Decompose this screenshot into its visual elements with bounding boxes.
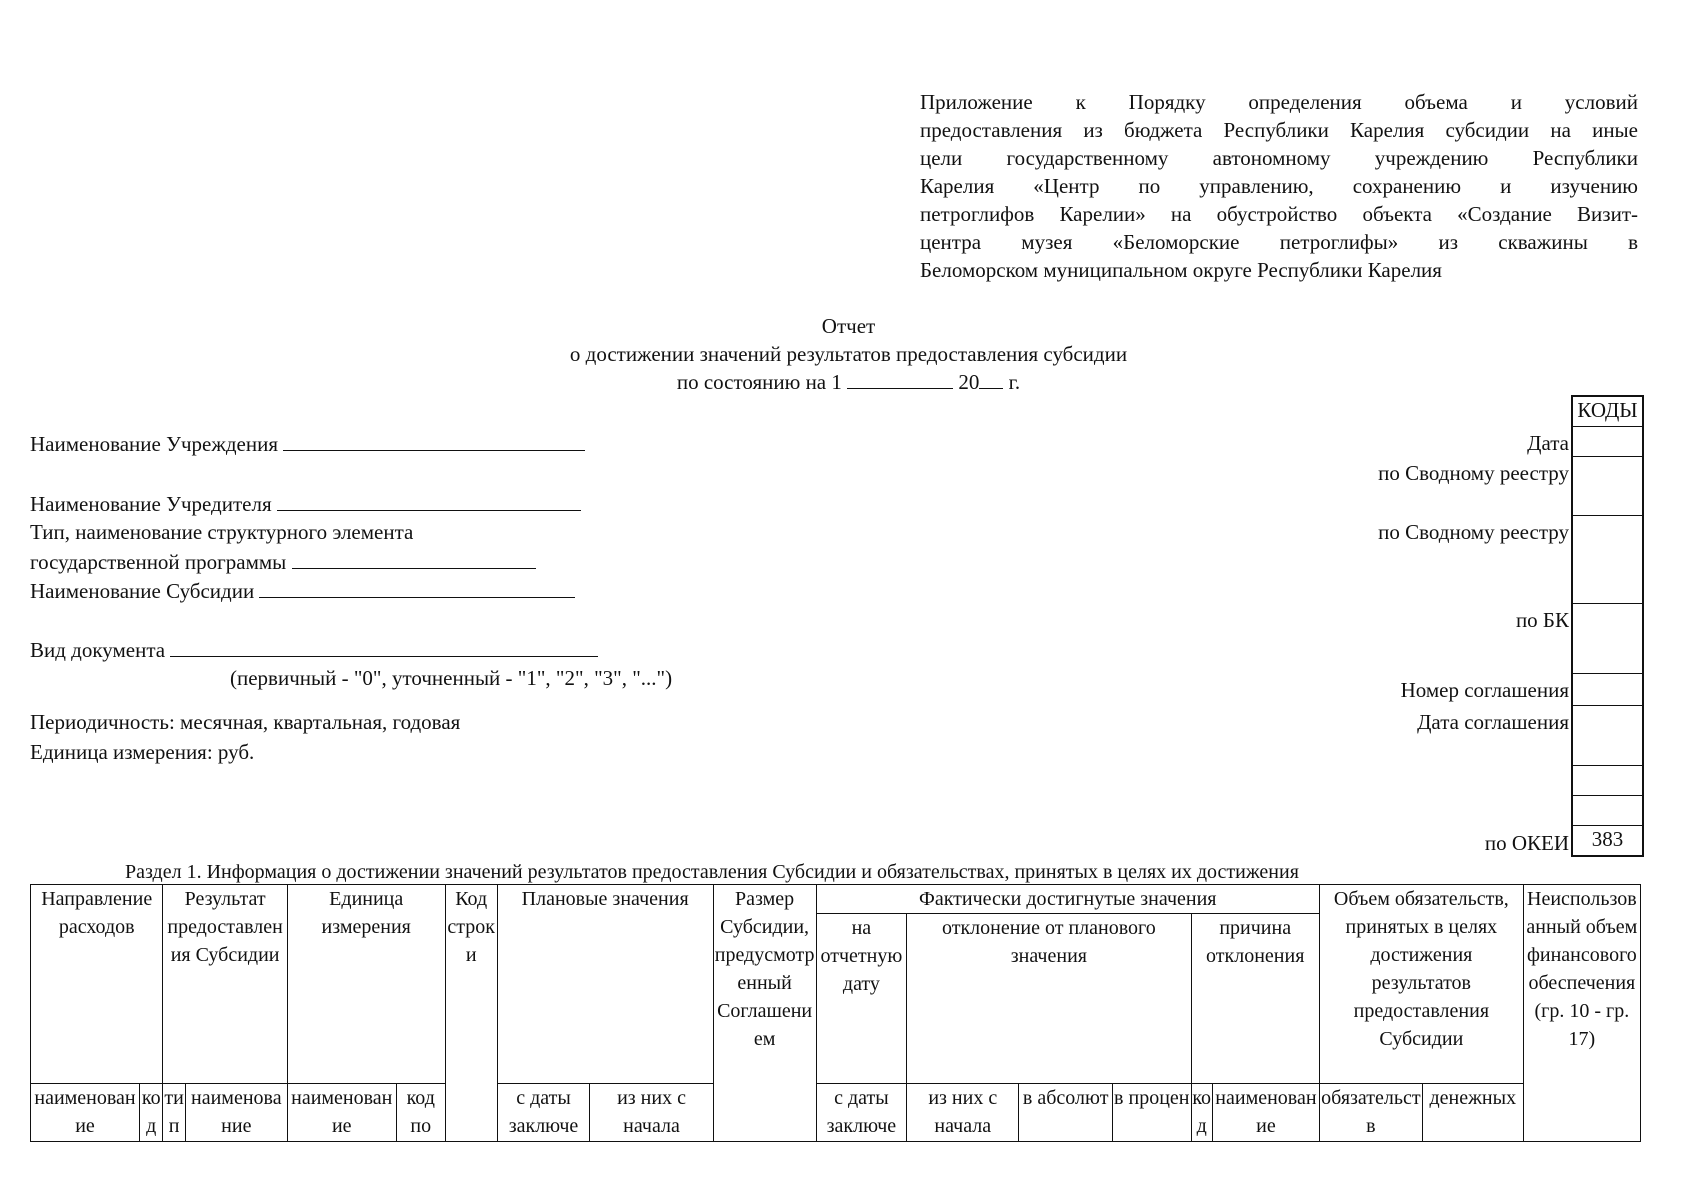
header-unit: Единица измерения: [287, 885, 445, 1084]
sub-result-type: тип: [163, 1084, 185, 1142]
sub-planned-from-date: с даты заключе: [497, 1084, 590, 1142]
codes-header: КОДЫ: [1573, 397, 1642, 427]
subsidy-label: Наименование Субсидии: [30, 579, 255, 603]
program-label-line1: Тип, наименование структурного элемента: [30, 520, 414, 544]
doc-type-field: [30, 636, 598, 663]
appendix-line: Беломорском муниципальном округе Республики Карелия: [920, 258, 1442, 282]
codes-registry-cell-2[interactable]: [1573, 516, 1642, 604]
header-planned: Плановые значения: [497, 885, 713, 1084]
results-table: [30, 884, 1641, 1142]
day-month-blank[interactable]: [847, 368, 953, 389]
sub-reason-code: код: [1191, 1084, 1212, 1142]
institution-blank[interactable]: [283, 430, 585, 451]
header-result: Результат предоставления Субсидии: [163, 885, 287, 1084]
header-unused: Неиспользованный объем финансового обеспечения (гр. 10 - гр. 17): [1523, 885, 1640, 1142]
sub-money: денежных: [1422, 1084, 1523, 1142]
program-label-line2: государственной программы: [30, 550, 287, 574]
sub-direction-code: код: [140, 1084, 163, 1142]
sub-unit-name: наименование: [287, 1084, 396, 1142]
header-direction: Направление расходов: [31, 885, 163, 1084]
header-reason: причина отклонения: [1191, 914, 1319, 1084]
sub-planned-from-start: из них с начала: [590, 1084, 713, 1142]
sub-actual-from-start: из них с начала: [907, 1084, 1019, 1142]
program-blank[interactable]: [292, 548, 536, 569]
unit-of-measure: Единица измерения: руб.: [30, 740, 255, 764]
periodicity: Периодичность: месячная, квартальная, годовая: [30, 710, 461, 734]
codes-registry-label-1: по Сводному реестру: [1378, 461, 1569, 485]
subsidy-field: [30, 577, 575, 604]
codes-date-label: Дата: [1527, 431, 1569, 455]
doc-type-blank[interactable]: [170, 636, 598, 657]
codes-date-cell[interactable]: [1573, 427, 1642, 457]
program-field: [30, 548, 536, 575]
appendix-line: цели государственному автономному учреждению Республики: [920, 146, 1638, 170]
codes-agreement-number-cell[interactable]: [1573, 674, 1642, 706]
sub-percent: в процен: [1113, 1084, 1191, 1142]
sub-absolute: в абсолют: [1019, 1084, 1113, 1142]
codes-okei-label: по ОКЕИ: [1484, 831, 1569, 855]
subsidy-blank[interactable]: [259, 577, 575, 598]
report-title: Отчет: [821, 314, 876, 338]
appendix-line: Приложение к Порядку определения объема и условий: [920, 90, 1638, 114]
sub-reason-name: наименование: [1212, 1084, 1319, 1142]
report-date: [0, 368, 1697, 396]
appendix-line: центра музея «Беломорские петроглифы» из скважины в: [920, 230, 1638, 254]
doc-type-label: Вид документа: [30, 638, 166, 662]
codes-box: [1571, 395, 1644, 857]
codes-blank-cell-2[interactable]: [1573, 796, 1642, 826]
header-subsidy-size: Размер Субсидии, предусмотренный Соглашением: [713, 885, 816, 1142]
header-actual: Фактически достигнутые значения: [816, 885, 1319, 914]
report-date-prefix: по состоянию на 1: [676, 370, 842, 394]
codes-registry-cell-1[interactable]: [1573, 457, 1642, 516]
header-on-date: на отчетную дату: [816, 914, 907, 1084]
codes-registry-label-2: по Сводному реестру: [1378, 520, 1569, 544]
codes-bk-label: по БК: [1515, 608, 1569, 632]
sub-okei-code: код по: [396, 1084, 445, 1142]
founder-field: [30, 490, 581, 517]
header-row-code: Код строки: [445, 885, 497, 1142]
appendix-line: предоставления из бюджета Республики Карелия субсидии на иные: [920, 118, 1638, 142]
appendix-line: петроглифов Карелии» на обустройство объекта «Создание Визит-: [920, 202, 1638, 226]
codes-bk-cell[interactable]: [1573, 604, 1642, 674]
sub-direction-name: наименование: [31, 1084, 140, 1142]
header-obligations: Объем обязательств, принятых в целях достижения результатов предоставления Субсидии: [1319, 885, 1523, 1084]
appendix-note: [920, 88, 1638, 284]
appendix-line: Карелия «Центр по управлению, сохранению и изучению: [920, 174, 1638, 198]
report-subtitle: о достижении значений результатов предоставления субсидии: [569, 342, 1128, 366]
institution-field: [30, 430, 585, 457]
codes-agreement-date-label: Дата соглашения: [1417, 710, 1569, 734]
section-title: Раздел 1. Информация о достижении значений результатов предоставления Субсидии и обязательствах, принятых в целях их достижения: [125, 861, 1299, 883]
header-deviation: отклонение от планового значения: [907, 914, 1191, 1084]
report-date-suffix: г.: [1008, 370, 1021, 394]
founder-label: Наименование Учредителя: [30, 492, 272, 516]
sub-result-name: наименование: [185, 1084, 287, 1142]
institution-label: Наименование Учреждения: [30, 432, 278, 456]
year-blank[interactable]: [979, 368, 1003, 389]
doc-type-hint: (первичный - "0", уточненный - "1", "2", "3", "..."): [230, 666, 673, 690]
codes-blank-cell-1[interactable]: [1573, 766, 1642, 796]
codes-okei-cell: 383: [1591, 827, 1624, 851]
codes-agreement-date-cell[interactable]: [1573, 706, 1642, 766]
sub-actual-from-date: с даты заключе: [816, 1084, 907, 1142]
report-date-year: 20: [958, 370, 980, 394]
sub-obligations: обязательств: [1319, 1084, 1422, 1142]
founder-blank[interactable]: [277, 490, 581, 511]
codes-agreement-number-label: Номер соглашения: [1400, 678, 1569, 702]
